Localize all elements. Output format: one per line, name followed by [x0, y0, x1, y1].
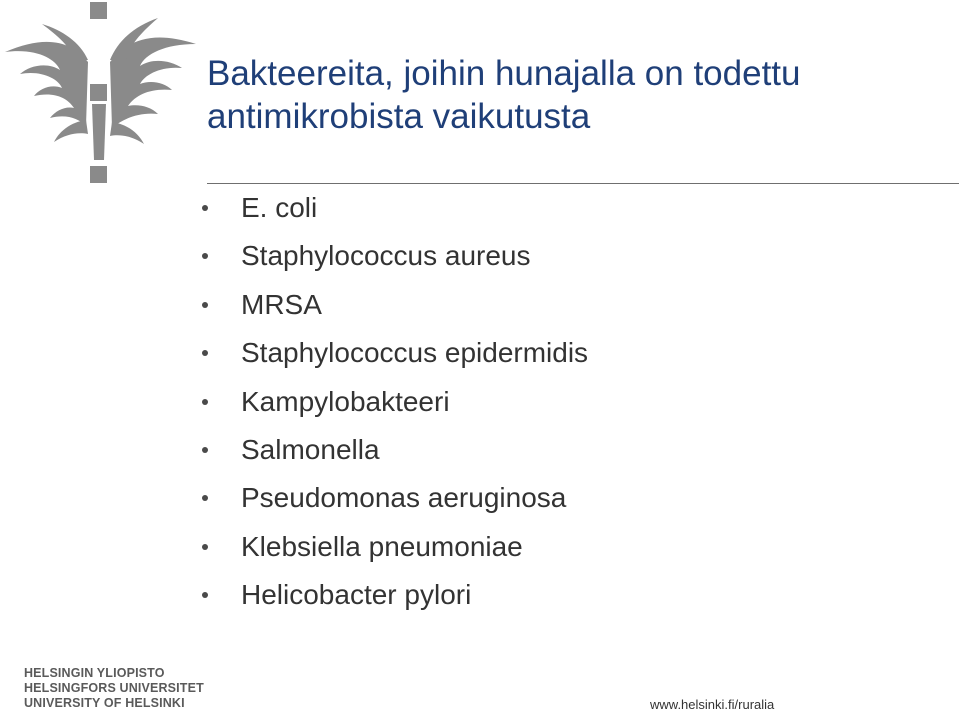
title-divider [207, 183, 959, 184]
bullet-icon [202, 495, 208, 501]
list-item [200, 331, 588, 379]
list-item [200, 573, 588, 621]
bullet-icon [202, 399, 208, 405]
university-name-sv: HELSINGFORS UNIVERSITET [24, 681, 204, 696]
list-item-text: Pseudomonas aeruginosa [241, 482, 567, 514]
list-item-text: MRSA [241, 288, 322, 320]
bullet-icon [202, 350, 208, 356]
bullet-icon [202, 592, 208, 598]
list-item-text: E. coli [241, 192, 318, 223]
slide-title-line-2: antimikrobista vaikutusta [207, 97, 591, 136]
list-item [200, 428, 588, 476]
slide-title-line-1: Bakteereita, joihin hunajalla on todettu [207, 54, 801, 93]
university-flame-logo-icon [0, 0, 200, 190]
list-item [200, 476, 588, 524]
list-item-text: Helicobacter pylori [241, 579, 472, 611]
bacteria-list [200, 186, 588, 622]
bullet-icon [202, 544, 208, 550]
list-item-text: Klebsiella pneumoniae [241, 530, 523, 562]
footer-url: www.helsinki.fi/ruralia [650, 697, 775, 712]
bullet-icon [202, 302, 208, 308]
bullet-icon [202, 253, 208, 259]
bullet-icon [202, 205, 208, 211]
university-name-fi: HELSINGIN YLIOPISTO [24, 666, 165, 680]
list-item [200, 283, 588, 331]
list-item [200, 380, 588, 428]
list-item [200, 234, 588, 282]
university-name [24, 666, 204, 712]
university-name-en: UNIVERSITY OF HELSINKI [24, 696, 185, 711]
list-item [200, 525, 588, 573]
list-item-text: Salmonella [241, 433, 380, 465]
list-item [200, 186, 588, 234]
list-item-text: Kampylobakteeri [241, 385, 450, 417]
slide-title [207, 52, 927, 138]
bullet-icon [202, 447, 208, 453]
list-item-text: Staphylococcus epidermidis [241, 337, 589, 369]
list-item-text: Staphylococcus aureus [241, 240, 531, 272]
